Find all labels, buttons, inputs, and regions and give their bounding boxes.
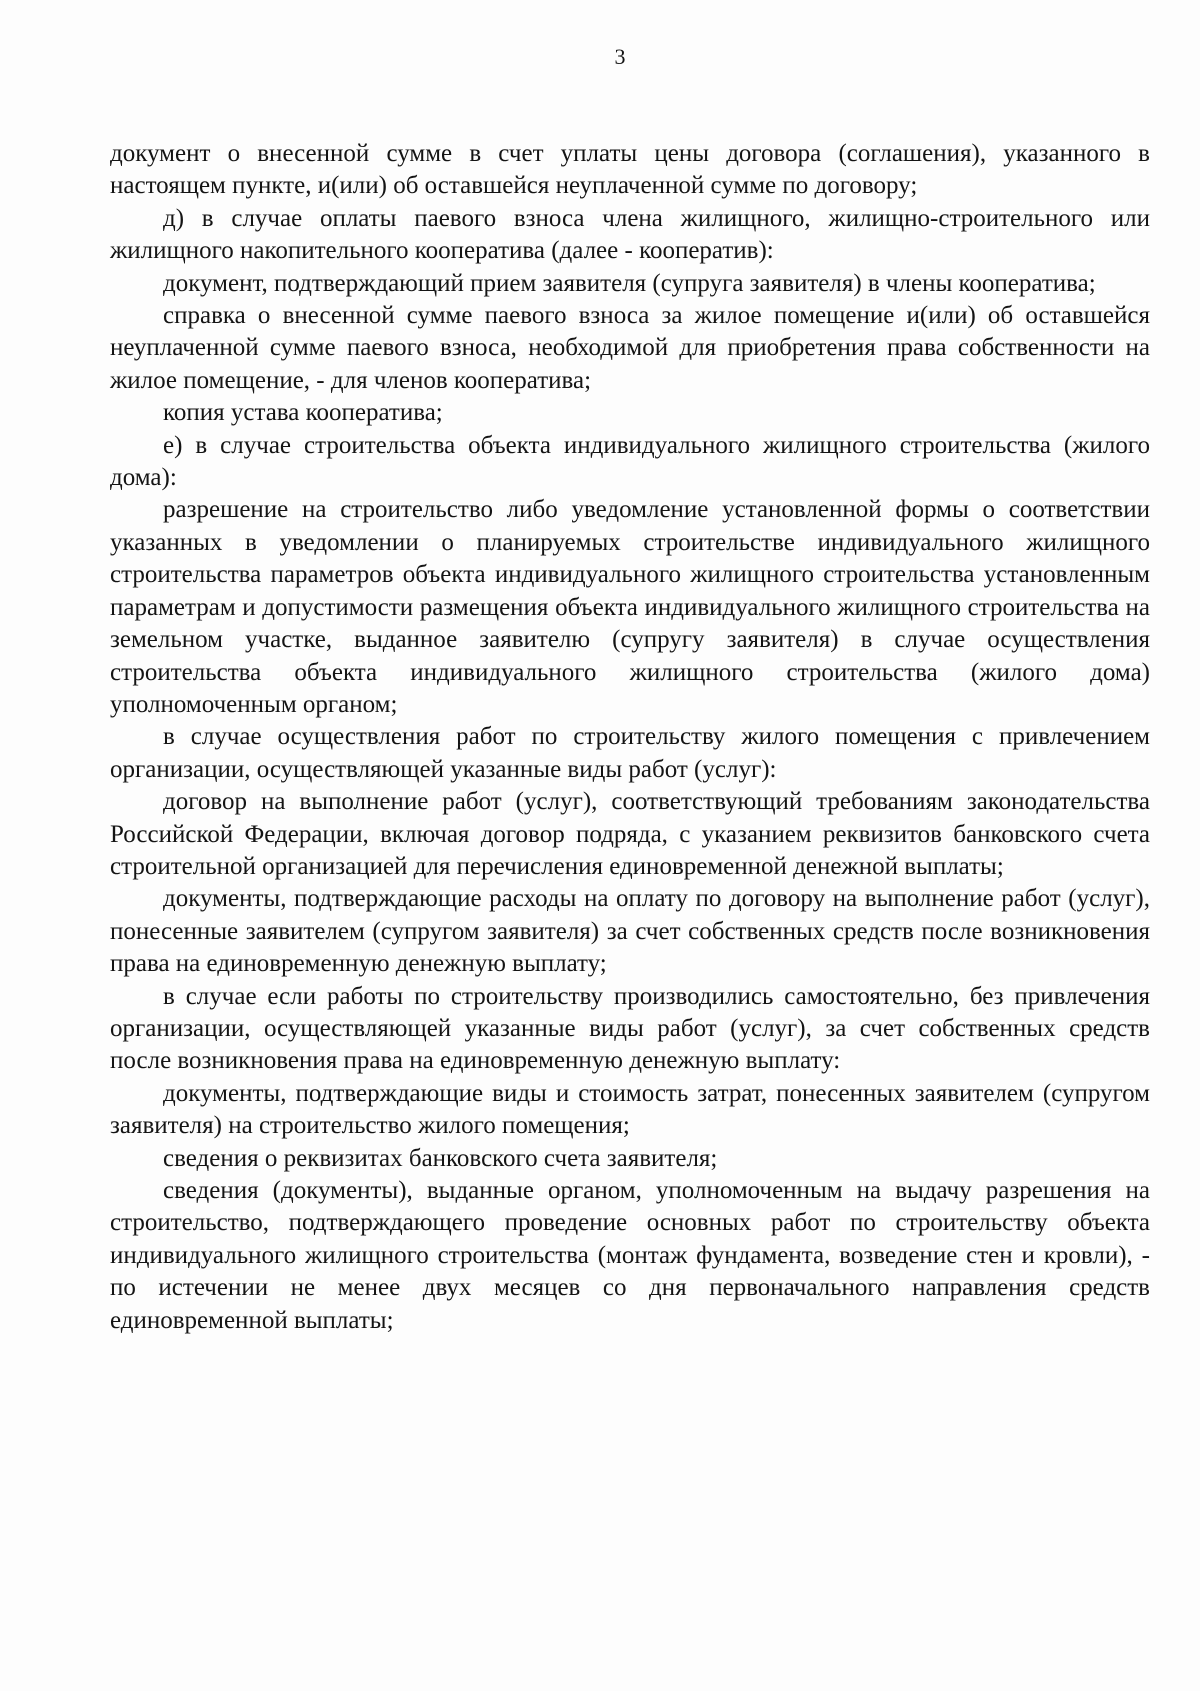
paragraph: копия устава кооператива; — [163, 399, 443, 427]
paragraph: д) в случае оплаты паевого взноса члена жилищного, жилищно-строительного или жилищного накопительного кооператива (далее - кооператив): — [110, 204, 1150, 265]
paragraph: документ, подтверждающий прием заявителя (супруга заявителя) в члены кооператива; — [163, 269, 1096, 297]
paragraph-continuation: документ о внесенной сумме в счет уплаты цены договора (соглашения), указанного в настоящем пункте, и(или) об оставшейся неуплаченной сумме по договору; — [110, 140, 1150, 200]
paragraph: договор на выполнение работ (услуг), соответствующий требованиям законодательства Российской Федерации, включая договор подряда, с указанием реквизитов банковского счета строительной организацией для перечисления единовременной денежной выплаты; — [110, 788, 1150, 880]
paragraph: справка о внесенной сумме паевого взноса за жилое помещение и(или) об оставшейся неуплаченной сумме паевого взноса, необходимой для приобретения права собственности на жилое помещение, - для членов кооператива; — [110, 302, 1150, 394]
paragraph: в случае если работы по строительству производились самостоятельно, без привлечения организации, осуществляющей указанные виды работ (услуг), за счет собственных средств после возникновения права на единовременную денежную выплату: — [110, 982, 1150, 1075]
page-number: 3 — [614, 44, 626, 69]
paragraph: в случае осуществления работ по строительству жилого помещения с привлечением организации, осуществляющей указанные виды работ (услуг): — [110, 723, 1150, 783]
paragraph: документы, подтверждающие расходы на оплату по договору на выполнение работ (услуг), понесенные заявителем (супругом заявителя) за счет собственных средств после возникновения права на единовременную денежную выплату; — [110, 885, 1150, 978]
paragraph: е) в случае строительства объекта индивидуального жилищного строительства (жилого дома): — [110, 431, 1150, 492]
paragraph: сведения о реквизитах банковского счета заявителя; — [163, 1144, 718, 1172]
paragraph: сведения (документы), выданные органом, уполномоченным на выдачу разрешения на строительство, подтверждающего проведение основных работ по строительству объекта индивидуального жилищного строительства (монтаж фундамента, возведение стен и кровли), - по истечении не менее двух месяцев со дня первоначального направления средств единовременной выплаты; — [110, 1177, 1150, 1334]
document-body — [110, 138, 1150, 1337]
paragraph: разрешение на строительство либо уведомление установленной формы о соответствии указанных в уведомлении о планируемых строительстве индивидуального жилищного строительства параметров объекта индивидуального жилищного строительства установленным параметрам и допустимости размещения объекта индивидуального жилищного строительства на земельном участке, выданное заявителю (супругу заявителя) в случае осуществления строительства объекта индивидуального жилищного строительства (жилого дома) уполномоченным органом; — [110, 496, 1150, 718]
paragraph: документы, подтверждающие виды и стоимость затрат, понесенных заявителем (супругом заявителя) на строительство жилого помещения; — [110, 1079, 1150, 1140]
